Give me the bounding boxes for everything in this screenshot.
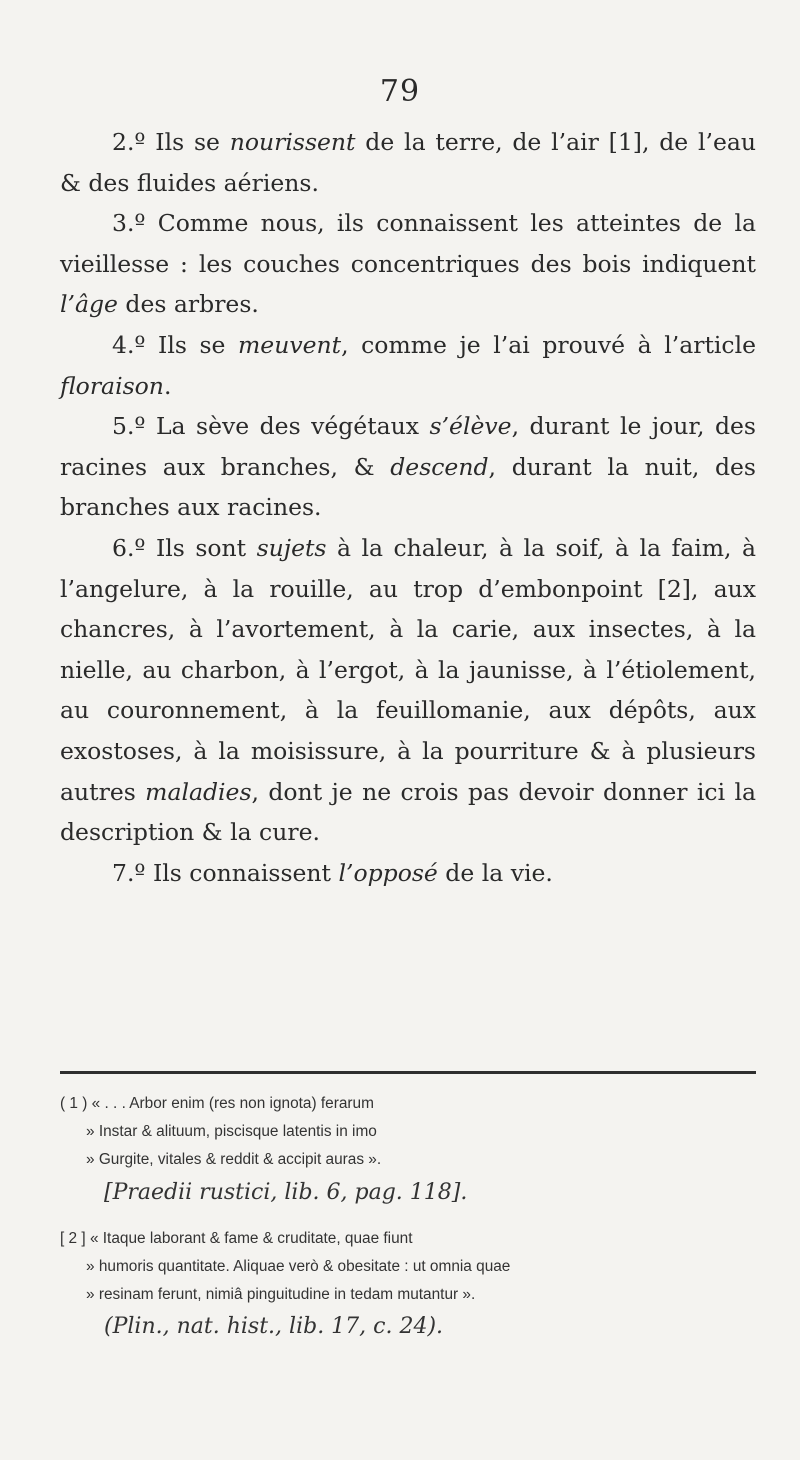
footnote-1-line-2: » Instar & alituum, piscisque latentis in imo (86, 1123, 377, 1141)
footnote-spacer (60, 1211, 756, 1225)
paragraph (60, 325, 756, 406)
text-run: , durant la nuit, des branches aux racines. (60, 452, 756, 522)
italic-term: l’âge (60, 290, 118, 319)
italic-term: sujets (256, 533, 327, 562)
italic-term: l’opposé (338, 858, 438, 887)
footnote-1-citation: [Praedii rustici, lib. 6, pag. 118]. (104, 1179, 468, 1205)
footnotes (60, 1090, 756, 1345)
paragraph-number: 2.º (112, 128, 156, 156)
text-run: , dont je ne crois pas devoir donner ici la description & la cure. (60, 777, 757, 847)
paragraph-number: 6.º (112, 533, 156, 562)
text-run: de la vie. (437, 858, 553, 887)
text-run: à la chaleur, à la soif, à la faim, à l’angelure, à la rouille, au trop d’embonpoint [2], aux chancres, à l’avortement, à la carie, aux insectes, à la nielle, au charbon, à l’ergot, à la jaunisse, à l’étiolement, au couronnement, à la feuillomanie, aux dépôts, aux exostoses, à la moisissure, à la pourriture & à plusieurs autres (60, 533, 756, 806)
body-text (60, 122, 756, 893)
footnote-2-line-2: » humoris quantitate. Aliquae verò & obesitate : ut omnia quae (86, 1257, 511, 1275)
text-run: Ils sont (155, 533, 257, 562)
text-run: de la terre, de l’air [1], de l’eau & des fluides aériens. (60, 128, 757, 197)
text-run: des arbres. (117, 290, 259, 319)
paragraph-number: 3.º (112, 209, 158, 238)
italic-term: descend (390, 452, 489, 481)
text-run: Ils se (155, 128, 230, 156)
footnote-2-line-3: » resinam ferunt, nimiâ pinguitudine in tedam mutantur ». (86, 1286, 476, 1304)
text-run: . (163, 371, 172, 400)
paragraph (60, 406, 756, 528)
italic-term: floraison (60, 371, 164, 400)
paragraph-number: 5.º (112, 412, 156, 441)
italic-term: maladies (145, 777, 252, 806)
footnote-2-line-1: [ 2 ] « Itaque laborant & fame & cruditate, quae fiunt (60, 1229, 413, 1247)
italic-term: meuvent (238, 330, 342, 359)
footnote-1-line-1: ( 1 ) « . . . Arbor enim (res non ignota) ferarum (60, 1095, 374, 1112)
footnote-1-line-3: » Gurgite, vitales & reddit & accipit auras ». (86, 1151, 382, 1169)
paragraph (60, 203, 756, 325)
paragraph-number: 4.º (112, 330, 159, 359)
paragraph (60, 528, 756, 853)
page-number: 79 (379, 74, 421, 109)
paragraph (60, 122, 756, 203)
text-run: Ils se (158, 330, 239, 359)
italic-term: s’élève (429, 412, 512, 441)
text-run: , comme je l’ai prouvé à l’article (341, 330, 757, 359)
footnote-2-citation: (Plin., nat. hist., lib. 17, c. 24). (104, 1314, 444, 1340)
text-run: La sève des végétaux (155, 412, 430, 441)
footnote-divider (60, 1071, 756, 1074)
text-run: , durant le jour, des racines aux branches, & (60, 412, 756, 481)
italic-term: nourissent (229, 128, 356, 156)
text-run: Ils connaissent (152, 858, 339, 887)
paragraph (60, 853, 756, 894)
paragraph-number: 7.º (112, 858, 153, 887)
text-run: Comme nous, ils connaissent les atteintes de la vieillesse : les couches concentriques des bois indiquent (60, 209, 756, 278)
